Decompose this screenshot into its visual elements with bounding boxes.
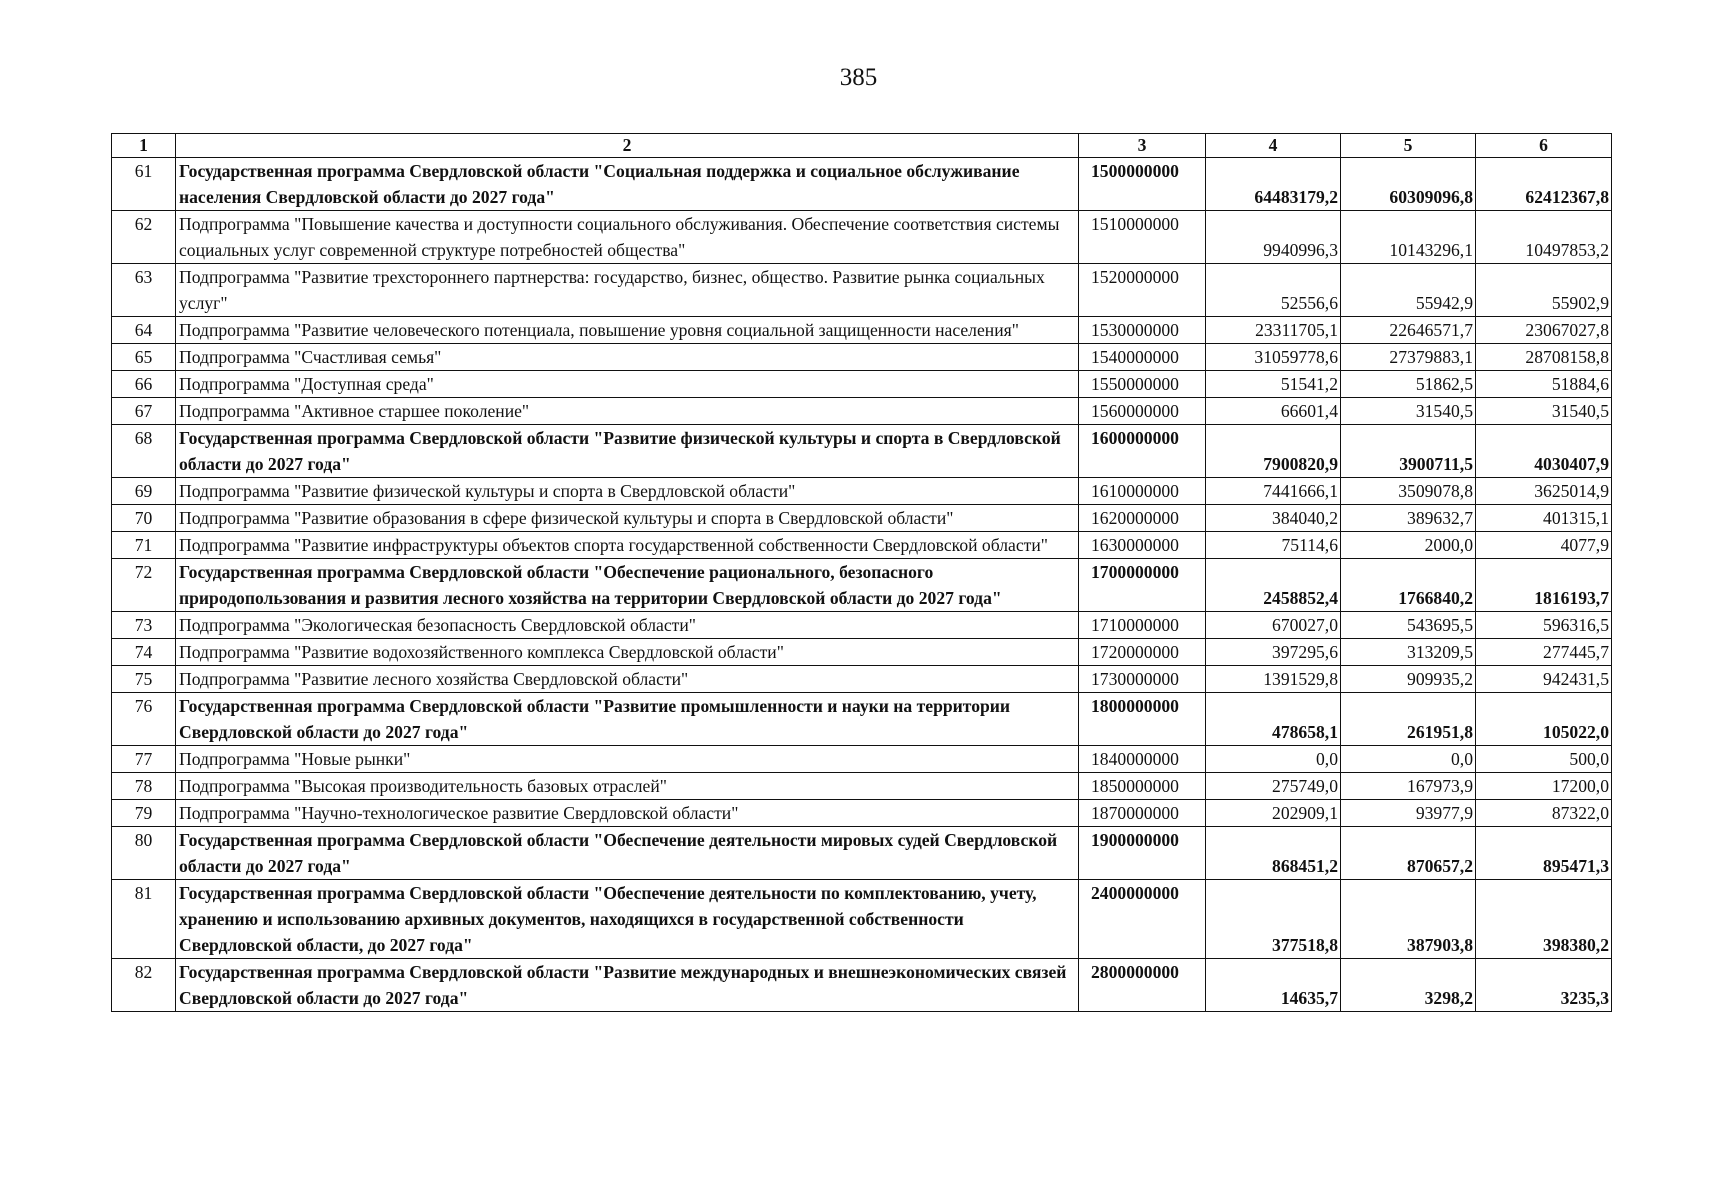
value-col-4: 75114,6 <box>1206 532 1341 559</box>
value-col-4: 52556,6 <box>1206 264 1341 317</box>
row-number: 66 <box>112 371 176 398</box>
value-col-6: 105022,0 <box>1476 693 1612 746</box>
page-number: 385 <box>839 64 878 91</box>
row-number: 71 <box>112 532 176 559</box>
row-number: 78 <box>112 773 176 800</box>
program-name: Подпрограмма "Активное старшее поколение" <box>176 398 1079 425</box>
table-row <box>112 478 1612 505</box>
value-col-6: 51884,6 <box>1476 371 1612 398</box>
value-col-6: 23067027,8 <box>1476 317 1612 344</box>
value-col-4: 1391529,8 <box>1206 666 1341 693</box>
table-row <box>112 612 1612 639</box>
value-col-6: 4030407,9 <box>1476 425 1612 478</box>
value-col-5: 3900711,5 <box>1341 425 1476 478</box>
program-code: 1700000000 <box>1079 559 1206 612</box>
table-row <box>112 371 1612 398</box>
program-name: Подпрограмма "Развитие образования в сфере физической культуры и спорта в Свердловской области" <box>176 505 1079 532</box>
program-name: Подпрограмма "Высокая производительность базовых отраслей" <box>176 773 1079 800</box>
table-row <box>112 773 1612 800</box>
value-col-6: 28708158,8 <box>1476 344 1612 371</box>
value-col-5: 0,0 <box>1341 746 1476 773</box>
program-code: 1540000000 <box>1079 344 1206 371</box>
value-col-4: 670027,0 <box>1206 612 1341 639</box>
program-name: Подпрограмма "Развитие человеческого потенциала, повышение уровня социальной защищенности населения" <box>176 317 1079 344</box>
program-code: 1620000000 <box>1079 505 1206 532</box>
value-col-6: 596316,5 <box>1476 612 1612 639</box>
value-col-5: 261951,8 <box>1341 693 1476 746</box>
value-col-5: 3298,2 <box>1341 959 1476 1012</box>
program-name: Подпрограмма "Новые рынки" <box>176 746 1079 773</box>
row-number: 70 <box>112 505 176 532</box>
value-col-5: 387903,8 <box>1341 880 1476 959</box>
row-number: 72 <box>112 559 176 612</box>
value-col-4: 478658,1 <box>1206 693 1341 746</box>
value-col-4: 397295,6 <box>1206 639 1341 666</box>
value-col-6: 500,0 <box>1476 746 1612 773</box>
row-number: 69 <box>112 478 176 505</box>
value-col-6: 401315,1 <box>1476 505 1612 532</box>
table-row <box>112 746 1612 773</box>
row-number: 75 <box>112 666 176 693</box>
program-code: 2400000000 <box>1079 880 1206 959</box>
column-header-5: 5 <box>1341 134 1476 158</box>
table-row <box>112 800 1612 827</box>
row-number: 79 <box>112 800 176 827</box>
value-col-4: 202909,1 <box>1206 800 1341 827</box>
value-col-4: 0,0 <box>1206 746 1341 773</box>
row-number: 62 <box>112 211 176 264</box>
value-col-5: 909935,2 <box>1341 666 1476 693</box>
program-code: 1610000000 <box>1079 478 1206 505</box>
table-row <box>112 211 1612 264</box>
program-code: 1720000000 <box>1079 639 1206 666</box>
value-col-6: 277445,7 <box>1476 639 1612 666</box>
value-col-5: 1766840,2 <box>1341 559 1476 612</box>
table-row <box>112 317 1612 344</box>
column-header-3: 3 <box>1079 134 1206 158</box>
value-col-5: 51862,5 <box>1341 371 1476 398</box>
column-header-2: 2 <box>176 134 1079 158</box>
table-row <box>112 880 1612 959</box>
program-code: 1630000000 <box>1079 532 1206 559</box>
program-code: 1520000000 <box>1079 264 1206 317</box>
program-name: Подпрограмма "Счастливая семья" <box>176 344 1079 371</box>
value-col-4: 2458852,4 <box>1206 559 1341 612</box>
value-col-6: 942431,5 <box>1476 666 1612 693</box>
column-header-4: 4 <box>1206 134 1341 158</box>
value-col-5: 31540,5 <box>1341 398 1476 425</box>
value-col-4: 64483179,2 <box>1206 158 1341 211</box>
program-code: 1730000000 <box>1079 666 1206 693</box>
value-col-4: 275749,0 <box>1206 773 1341 800</box>
row-number: 82 <box>112 959 176 1012</box>
value-col-6: 398380,2 <box>1476 880 1612 959</box>
table-row <box>112 827 1612 880</box>
program-name: Подпрограмма "Научно-технологическое развитие Свердловской области" <box>176 800 1079 827</box>
row-number: 76 <box>112 693 176 746</box>
row-number: 77 <box>112 746 176 773</box>
program-code: 2800000000 <box>1079 959 1206 1012</box>
table-row <box>112 559 1612 612</box>
value-col-6: 31540,5 <box>1476 398 1612 425</box>
program-code: 1710000000 <box>1079 612 1206 639</box>
program-name: Государственная программа Свердловской области "Развитие промышленности и науки на территории Свердловской области до 2027 года" <box>176 693 1079 746</box>
value-col-5: 2000,0 <box>1341 532 1476 559</box>
program-code: 1800000000 <box>1079 693 1206 746</box>
value-col-6: 17200,0 <box>1476 773 1612 800</box>
program-name: Государственная программа Свердловской области "Развитие физической культуры и спорта в Свердловской области до 2027 года" <box>176 425 1079 478</box>
value-col-4: 51541,2 <box>1206 371 1341 398</box>
column-header-6: 6 <box>1476 134 1612 158</box>
table-row <box>112 158 1612 211</box>
row-number: 64 <box>112 317 176 344</box>
table-row <box>112 693 1612 746</box>
program-code: 1550000000 <box>1079 371 1206 398</box>
value-col-4: 31059778,6 <box>1206 344 1341 371</box>
value-col-6: 62412367,8 <box>1476 158 1612 211</box>
value-col-5: 870657,2 <box>1341 827 1476 880</box>
program-name: Подпрограмма "Доступная среда" <box>176 371 1079 398</box>
value-col-6: 55902,9 <box>1476 264 1612 317</box>
program-code: 1840000000 <box>1079 746 1206 773</box>
program-code: 1560000000 <box>1079 398 1206 425</box>
row-number: 63 <box>112 264 176 317</box>
program-code: 1500000000 <box>1079 158 1206 211</box>
value-col-5: 10143296,1 <box>1341 211 1476 264</box>
row-number: 61 <box>112 158 176 211</box>
value-col-4: 384040,2 <box>1206 505 1341 532</box>
program-name: Подпрограмма "Повышение качества и доступности социального обслуживания. Обеспечение соответствия системы социальных услуг современной структуре потребностей общества" <box>176 211 1079 264</box>
table-row <box>112 959 1612 1012</box>
value-col-5: 22646571,7 <box>1341 317 1476 344</box>
value-col-4: 868451,2 <box>1206 827 1341 880</box>
row-number: 74 <box>112 639 176 666</box>
program-name: Государственная программа Свердловской области "Развитие международных и внешнеэкономических связей Свердловской области до 2027 года" <box>176 959 1079 1012</box>
value-col-5: 60309096,8 <box>1341 158 1476 211</box>
program-name: Государственная программа Свердловской области "Обеспечение рационального, безопасного природопользования и развития лесного хозяйства на территории Свердловской области до 2027 года" <box>176 559 1079 612</box>
value-col-4: 377518,8 <box>1206 880 1341 959</box>
table-row <box>112 505 1612 532</box>
table-body <box>112 158 1612 1012</box>
value-col-5: 167973,9 <box>1341 773 1476 800</box>
program-name: Подпрограмма "Развитие инфраструктуры объектов спорта государственной собственности Свердловской области" <box>176 532 1079 559</box>
value-col-5: 3509078,8 <box>1341 478 1476 505</box>
value-col-4: 7441666,1 <box>1206 478 1341 505</box>
table-row <box>112 344 1612 371</box>
program-name: Подпрограмма "Экологическая безопасность Свердловской области" <box>176 612 1079 639</box>
value-col-4: 23311705,1 <box>1206 317 1341 344</box>
column-header-1: 1 <box>112 134 176 158</box>
table-row <box>112 425 1612 478</box>
value-col-6: 4077,9 <box>1476 532 1612 559</box>
row-number: 68 <box>112 425 176 478</box>
program-name: Подпрограмма "Развитие лесного хозяйства Свердловской области" <box>176 666 1079 693</box>
table-row <box>112 398 1612 425</box>
program-name: Подпрограмма "Развитие водохозяйственного комплекса Свердловской области" <box>176 639 1079 666</box>
value-col-5: 55942,9 <box>1341 264 1476 317</box>
value-col-4: 66601,4 <box>1206 398 1341 425</box>
row-number: 81 <box>112 880 176 959</box>
value-col-4: 7900820,9 <box>1206 425 1341 478</box>
program-name: Подпрограмма "Развитие трехстороннего партнерства: государство, бизнес, общество. Развитие рынка социальных услуг" <box>176 264 1079 317</box>
value-col-6: 3235,3 <box>1476 959 1612 1012</box>
value-col-5: 27379883,1 <box>1341 344 1476 371</box>
program-code: 1600000000 <box>1079 425 1206 478</box>
table-row <box>112 666 1612 693</box>
budget-table <box>111 133 1612 1012</box>
row-number: 73 <box>112 612 176 639</box>
value-col-5: 313209,5 <box>1341 639 1476 666</box>
row-number: 80 <box>112 827 176 880</box>
program-code: 1530000000 <box>1079 317 1206 344</box>
value-col-5: 543695,5 <box>1341 612 1476 639</box>
table-row <box>112 264 1612 317</box>
value-col-5: 389632,7 <box>1341 505 1476 532</box>
row-number: 67 <box>112 398 176 425</box>
value-col-4: 9940996,3 <box>1206 211 1341 264</box>
table-row <box>112 639 1612 666</box>
value-col-6: 3625014,9 <box>1476 478 1612 505</box>
value-col-6: 1816193,7 <box>1476 559 1612 612</box>
program-code: 1900000000 <box>1079 827 1206 880</box>
value-col-5: 93977,9 <box>1341 800 1476 827</box>
value-col-6: 87322,0 <box>1476 800 1612 827</box>
header-row <box>112 134 1612 158</box>
program-code: 1870000000 <box>1079 800 1206 827</box>
program-name: Государственная программа Свердловской области "Социальная поддержка и социальное обслуживание населения Свердловской области до 2027 года" <box>176 158 1079 211</box>
program-code: 1510000000 <box>1079 211 1206 264</box>
value-col-6: 10497853,2 <box>1476 211 1612 264</box>
program-name: Подпрограмма "Развитие физической культуры и спорта в Свердловской области" <box>176 478 1079 505</box>
program-code: 1850000000 <box>1079 773 1206 800</box>
value-col-6: 895471,3 <box>1476 827 1612 880</box>
program-name: Государственная программа Свердловской области "Обеспечение деятельности по комплектованию, учету, хранению и использованию архивных документов, находящихся в государственной собственности Свердловской области, до 2027 года" <box>176 880 1079 959</box>
value-col-4: 14635,7 <box>1206 959 1341 1012</box>
program-name: Государственная программа Свердловской области "Обеспечение деятельности мировых судей Свердловской области до 2027 года" <box>176 827 1079 880</box>
row-number: 65 <box>112 344 176 371</box>
table-row <box>112 532 1612 559</box>
